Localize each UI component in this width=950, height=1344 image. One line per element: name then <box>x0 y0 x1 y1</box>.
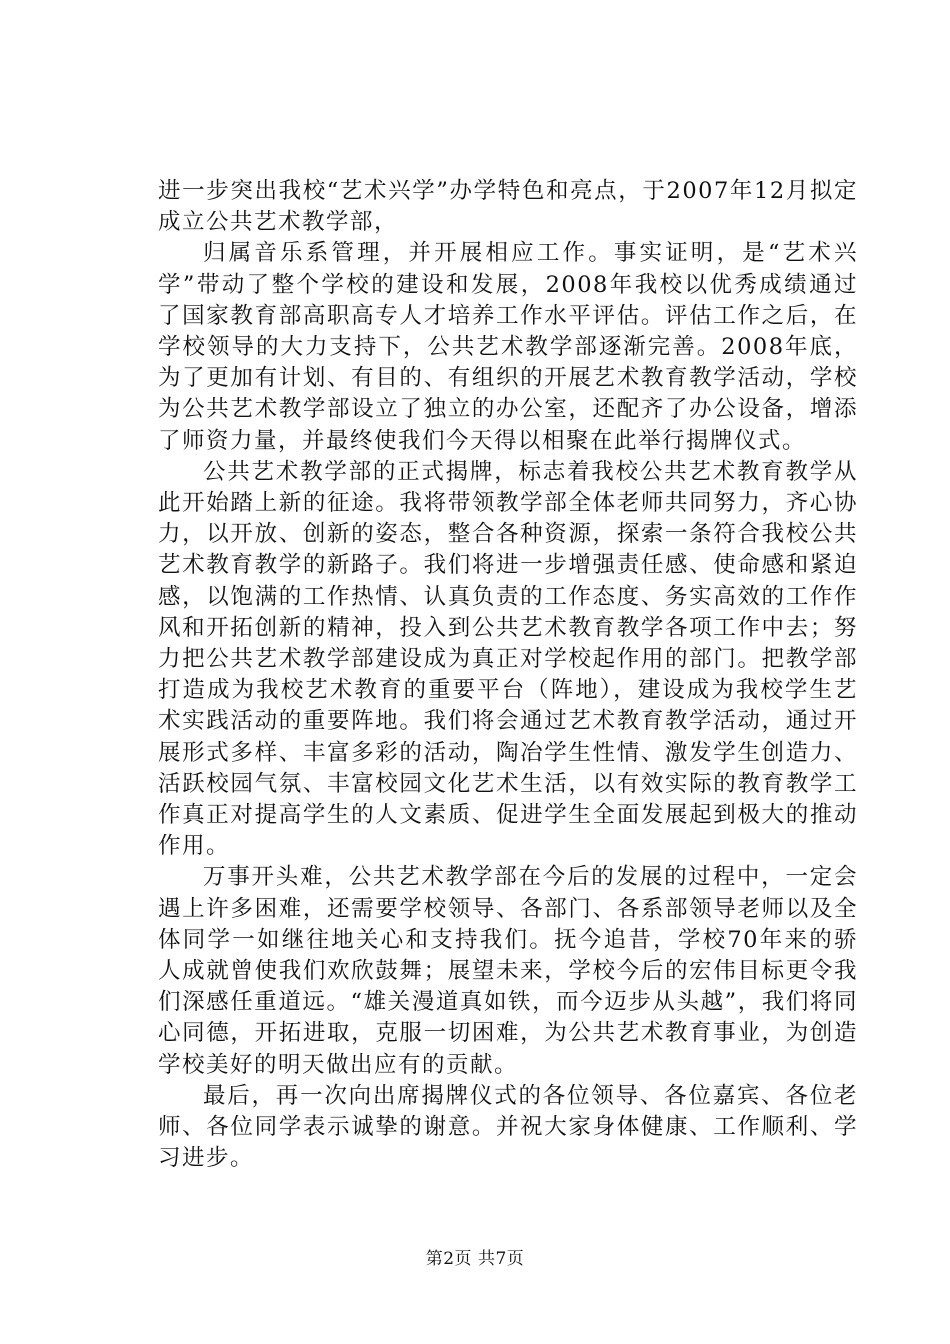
document-body <box>158 176 858 1175</box>
paragraph-1: 进一步突出我校“艺术兴学”办学特色和亮点，于2007年12月拟定成立公共艺术教学部， <box>158 178 858 236</box>
paragraph-5: 最后，再一次向出席揭牌仪式的各位领导、各位嘉宾、各位老师、各位同学表示诚挚的谢意。并祝大家身体健康、工作顺利、学习进步。 <box>158 1082 858 1172</box>
paragraph-3: 公共艺术教学部的正式揭牌，标志着我校公共艺术教育教学从此开始踏上新的征途。我将带领教学部全体老师共同努力，齐心协力，以开放、创新的姿态，整合各种资源，探索一条符合我校公共艺术教育教学的新路子。我们将进一步增强责任感、使命感和紧迫感，以饱满的工作热情、认真负责的工作态度、务实高效的工作作风和开拓创新的精神，投入到公共艺术教育教学各项工作中去；努力把公共艺术教学部建设成为真正对学校起作用的部门。把教学部打造成为我校艺术教育的重要平台（阵地），建设成为我校学生艺术实践活动的重要阵地。我们将会通过艺术教育教学活动，通过开展形式多样、丰富多彩的活动，陶冶学生性情、激发学生创造力、活跃校园气氛、丰富校园文化艺术生活，以有效实际的教育教学工作真正对提高学生的人文素质、促进学生全面发展起到极大的推动作用。 <box>158 458 858 860</box>
paragraph-2: 归属音乐系管理，并开展相应工作。事实证明，是“艺术兴学”带动了整个学校的建设和发展，2008年我校以优秀成绩通过了国家教育部高职高专人才培养工作水平评估。评估工作之后，在学校领导的大力支持下，公共艺术教学部逐渐完善。2008年底，为了更加有计划、有目的、有组织的开展艺术教育教学活动，学校为公共艺术教学部设立了独立的办公室，还配齐了办公设备，增添了师资力量，并最终使我们今天得以相聚在此举行揭牌仪式。 <box>158 240 858 454</box>
paragraph-4: 万事开头难，公共艺术教学部在今后的发展的过程中，一定会遇上许多困难，还需要学校领导、各部门、各系部领导老师以及全体同学一如继往地关心和支持我们。抚今追昔，学校70年来的骄人成就曾使我们欢欣鼓舞；展望未来，学校今后的宏伟目标更令我们深感任重道远。“雄关漫道真如铁，而今迈步从头越”，我们将同心同德，开拓进取，克服一切困难，为公共艺术教育事业，为创造学校美好的明天做出应有的贡献。 <box>158 864 858 1078</box>
page-number-footer: 第2页 共7页 <box>425 1249 525 1269</box>
